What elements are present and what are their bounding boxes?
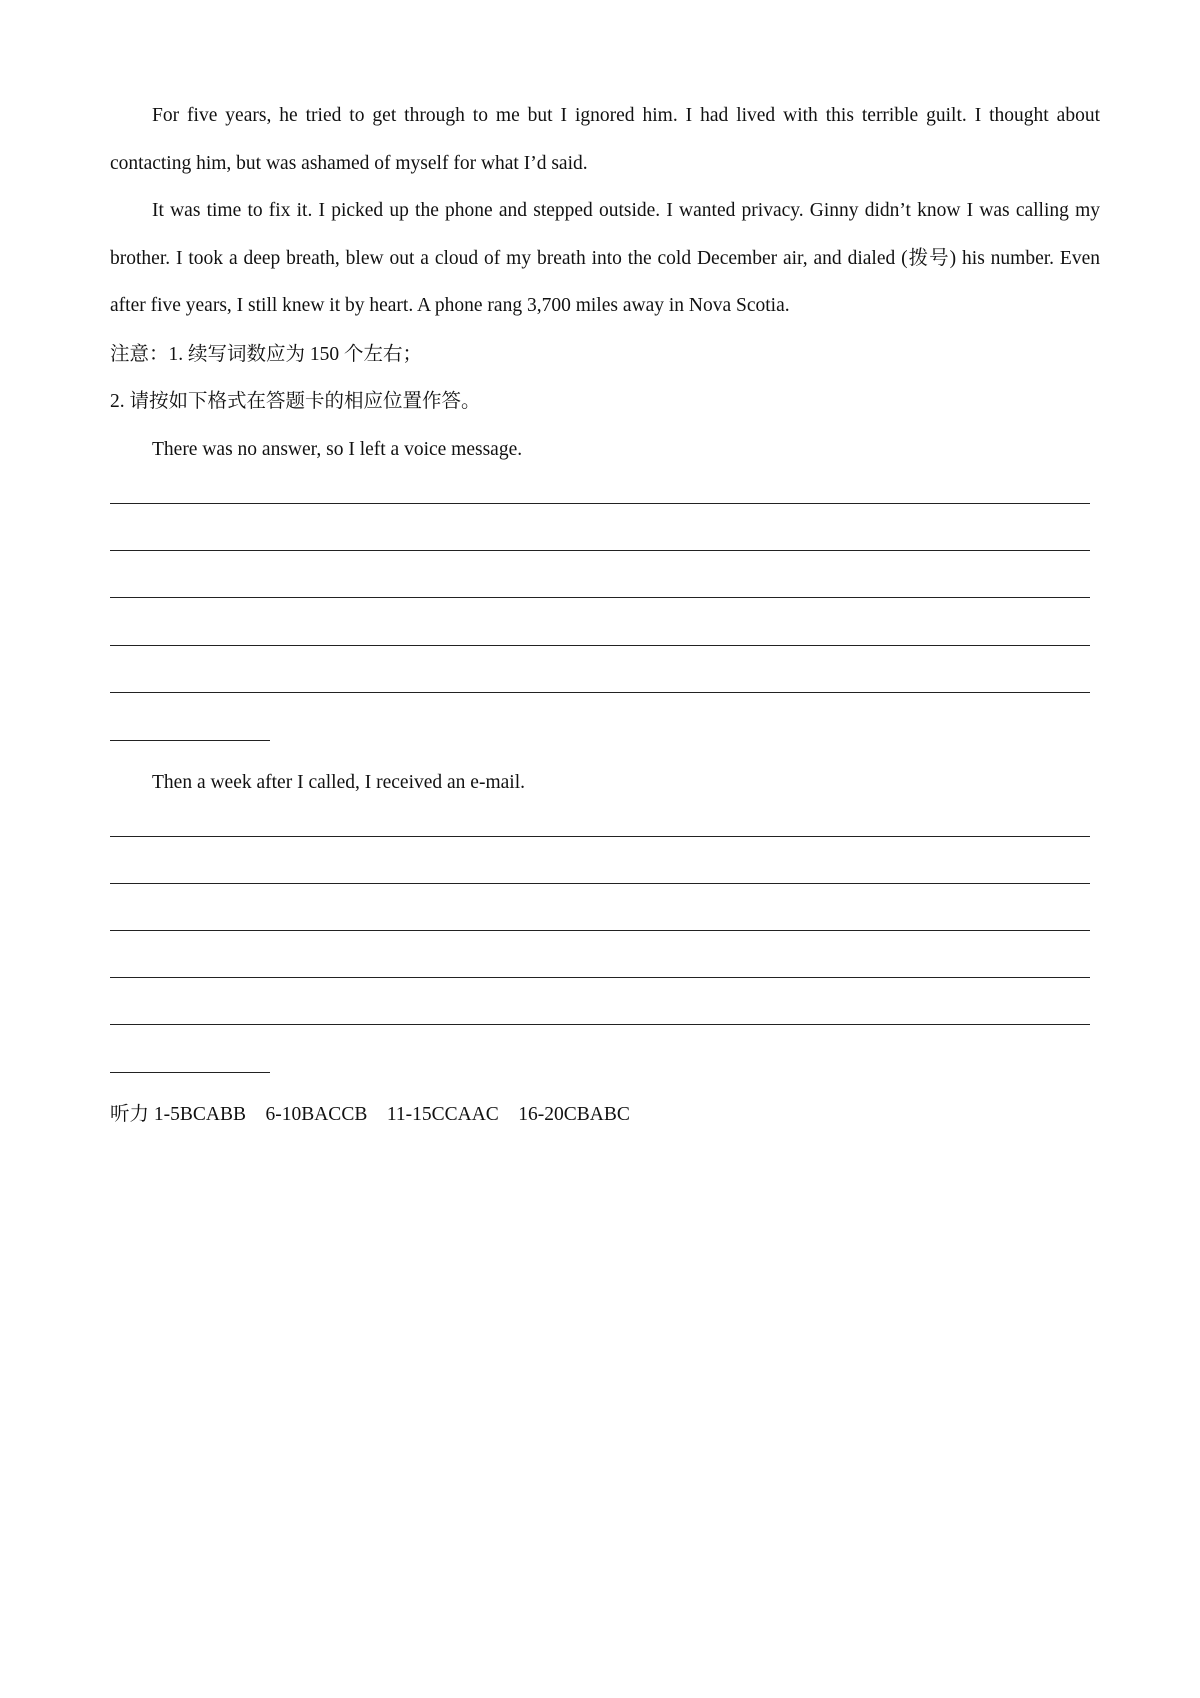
writing-line xyxy=(110,836,1090,837)
writing-line xyxy=(110,930,1090,931)
note-word-count: 注意：1. 续写词数应为 150 个左右； xyxy=(110,344,423,365)
writing-line xyxy=(110,883,1090,884)
paragraph-2: It was time to fix it. I picked up the phone and stepped outside. I wanted privacy. Ginny didn’t know I was calling my brother. I took a deep breath, blew out a cloud of my breath into the cold December air, and dialed (拨号) his number. Even after five years, I still knew it by heart. A phone rang 3,700 miles away in Nova Scotia. xyxy=(110,200,1100,316)
paragraph-1: For five years, he tried to get through to me but I ignored him. I had lived with this terrible guilt. I thought about contacting him, but was ashamed of myself for what I’d said. xyxy=(110,105,1100,174)
writing-line xyxy=(110,977,1090,978)
writing-line xyxy=(110,597,1090,598)
writing-line xyxy=(110,503,1090,504)
writing-line xyxy=(110,1024,1090,1025)
prompt-second-paragraph: Then a week after I called, I received an e-mail. xyxy=(152,772,525,793)
writing-line xyxy=(110,645,1090,646)
writing-line xyxy=(110,550,1090,551)
prompt-first-paragraph: There was no answer, so I left a voice message. xyxy=(152,439,523,460)
writing-line-short xyxy=(110,1072,270,1073)
listening-answer-key: 听力 1-5BCABB 6-10BACCB 11-15CCAAC 16-20CBABC xyxy=(110,1104,630,1125)
writing-line-short xyxy=(110,740,270,741)
writing-line xyxy=(110,692,1090,693)
note-format: 2. 请按如下格式在答题卡的相应位置作答。 xyxy=(110,391,481,412)
